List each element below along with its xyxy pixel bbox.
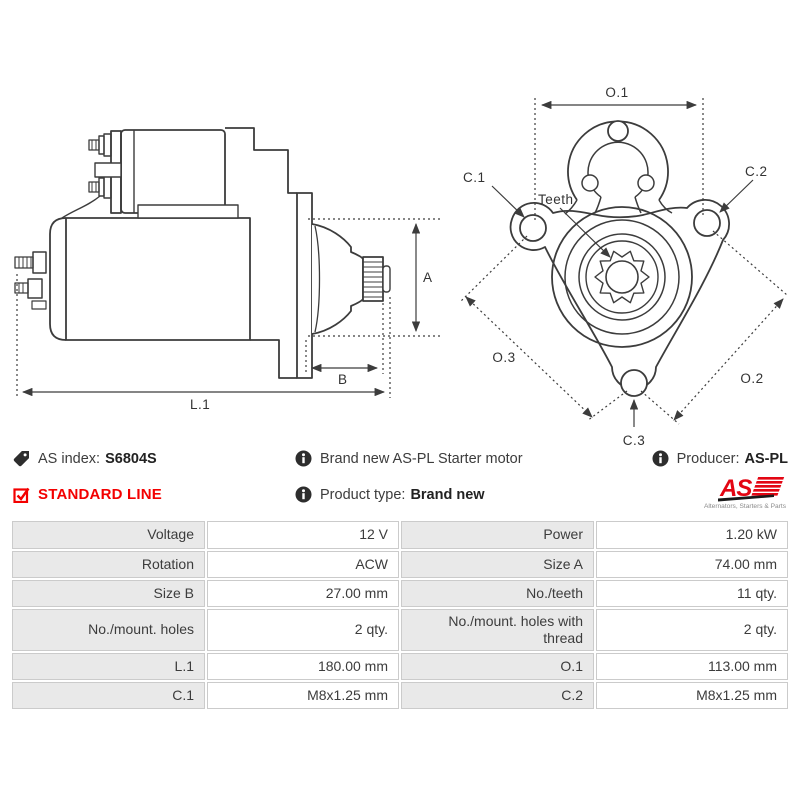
side-view-dimensions	[17, 219, 443, 398]
spec-value-cell: 2 qty.	[596, 609, 788, 651]
spec-value-cell: 12 V	[207, 521, 399, 549]
flange-front-view	[511, 121, 730, 396]
dim-label-c1: C.1	[463, 170, 486, 185]
dim-label-o3: O.3	[492, 350, 516, 365]
spec-label-cell: Power	[401, 521, 594, 549]
dim-label-o1: O.1	[605, 85, 629, 100]
dim-label-b: B	[338, 372, 348, 387]
spec-value-cell: 180.00 mm	[207, 653, 399, 680]
spec-value-cell: 11 qty.	[596, 580, 788, 607]
dim-label-c3: C.3	[622, 433, 646, 448]
dim-label-a: A	[423, 270, 433, 285]
info-icon	[295, 486, 312, 503]
as-index-row	[13, 450, 157, 467]
as-pl-logo	[702, 472, 788, 515]
product-type-value: Brand new	[410, 486, 485, 503]
checked-box-icon	[13, 486, 30, 503]
as-index-label: AS index:	[38, 450, 101, 467]
spec-value-cell: ACW	[207, 551, 399, 578]
tag-icon	[13, 450, 30, 467]
spec-value-cell: M8x1.25 mm	[596, 682, 788, 709]
dim-label-c2: C.2	[745, 164, 768, 179]
spec-value-cell: M8x1.25 mm	[207, 682, 399, 709]
standard-line-row	[13, 486, 162, 503]
spec-label-cell: C.1	[12, 682, 205, 709]
dim-label-o2: O.2	[740, 371, 764, 386]
as-pl-logo-graphic	[702, 472, 788, 510]
spec-label-cell: Size A	[401, 551, 594, 578]
teeth-label: Teeth	[538, 192, 574, 207]
spec-label-cell: O.1	[401, 653, 594, 680]
as-index-value: S6804S	[105, 450, 157, 467]
dim-label-l1: L.1	[190, 397, 211, 412]
producer-label: Producer:	[676, 450, 740, 467]
product-type-label: Product type:	[320, 486, 406, 503]
starter-side-view	[15, 128, 390, 378]
spec-table	[12, 521, 788, 709]
spec-label-cell: C.2	[401, 682, 594, 709]
description-text: Brand new AS-PL Starter motor	[320, 450, 523, 467]
spec-label-cell: Voltage	[12, 521, 205, 549]
spec-label-cell: No./teeth	[401, 580, 594, 607]
spec-label-cell: L.1	[12, 653, 205, 680]
spec-value-cell: 27.00 mm	[207, 580, 399, 607]
spec-label-cell: Size B	[12, 580, 205, 607]
description-row	[295, 450, 523, 467]
info-icon	[295, 450, 312, 467]
product-type-row	[295, 486, 485, 503]
spec-value-cell: 113.00 mm	[596, 653, 788, 680]
spec-value-cell: 74.00 mm	[596, 551, 788, 578]
producer-value: AS-PL	[744, 450, 788, 467]
spec-value-cell: 2 qty.	[207, 609, 399, 651]
producer-row	[652, 450, 788, 467]
spec-label-cell: No./mount. holes	[12, 609, 205, 651]
standard-line-badge: STANDARD LINE	[38, 486, 162, 503]
spec-value-cell: 1.20 kW	[596, 521, 788, 549]
info-icon	[652, 450, 669, 467]
logo-as-text: AS	[720, 475, 752, 502]
spec-label-cell: No./mount. holes with thread	[401, 609, 594, 651]
logo-caption: Alternators, Starters & Parts	[703, 503, 787, 510]
spec-label-cell: Rotation	[12, 551, 205, 578]
